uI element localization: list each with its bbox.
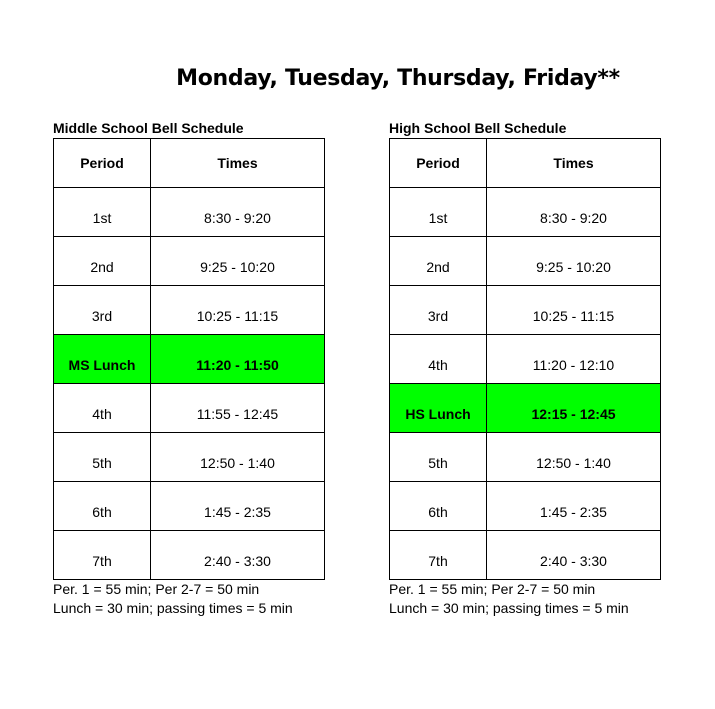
period-cell: 1st	[390, 188, 487, 237]
times-cell: 2:40 - 3:30	[151, 531, 325, 580]
note-line: Lunch = 30 min; passing times = 5 min	[53, 600, 293, 616]
period-row	[54, 188, 325, 237]
table-body	[390, 188, 661, 580]
schedule-title: Middle School Bell Schedule	[53, 120, 244, 136]
times-cell: 11:55 - 12:45	[151, 384, 325, 433]
period-column-header: Period	[390, 139, 487, 188]
times-cell: 12:50 - 1:40	[151, 433, 325, 482]
times-cell: 11:20 - 11:50	[151, 335, 325, 384]
high-school-schedule	[389, 118, 661, 618]
period-cell: 4th	[54, 384, 151, 433]
times-cell: 1:45 - 2:35	[487, 482, 661, 531]
period-row	[390, 433, 661, 482]
period-row	[54, 384, 325, 433]
period-row	[54, 286, 325, 335]
period-row	[54, 237, 325, 286]
period-column-header: Period	[54, 139, 151, 188]
times-cell: 12:50 - 1:40	[487, 433, 661, 482]
times-cell: 10:25 - 11:15	[487, 286, 661, 335]
period-cell: 4th	[390, 335, 487, 384]
note-line: Per. 1 = 55 min; Per 2-7 = 50 min	[53, 581, 260, 597]
page-title: Monday, Tuesday, Thursday, Friday**	[176, 66, 620, 91]
period-cell: 7th	[390, 531, 487, 580]
bell-schedule-table	[53, 138, 325, 580]
period-row	[390, 286, 661, 335]
schedule-notes	[53, 580, 325, 618]
period-cell: 3rd	[54, 286, 151, 335]
bell-schedule-table	[389, 138, 661, 580]
times-cell: 12:15 - 12:45	[487, 384, 661, 433]
times-cell: 10:25 - 11:15	[151, 286, 325, 335]
period-row	[390, 237, 661, 286]
period-cell: 3rd	[390, 286, 487, 335]
period-cell: 5th	[54, 433, 151, 482]
times-cell: 9:25 - 10:20	[151, 237, 325, 286]
times-column-header: Times	[487, 139, 661, 188]
times-cell: 9:25 - 10:20	[487, 237, 661, 286]
lunch-row	[390, 384, 661, 433]
schedule-notes	[389, 580, 661, 618]
times-cell: 8:30 - 9:20	[487, 188, 661, 237]
period-cell: 6th	[54, 482, 151, 531]
period-cell: 2nd	[54, 237, 151, 286]
period-row	[390, 482, 661, 531]
note-line: Per. 1 = 55 min; Per 2-7 = 50 min	[389, 581, 596, 597]
period-row	[390, 335, 661, 384]
middle-school-schedule	[53, 118, 325, 618]
table-header-row	[54, 139, 325, 188]
times-cell: 11:20 - 12:10	[487, 335, 661, 384]
times-cell: 1:45 - 2:35	[151, 482, 325, 531]
period-row	[54, 433, 325, 482]
lunch-row	[54, 335, 325, 384]
times-column-header: Times	[151, 139, 325, 188]
note-line: Lunch = 30 min; passing times = 5 min	[389, 600, 629, 616]
table-header-row	[390, 139, 661, 188]
period-cell: 5th	[390, 433, 487, 482]
times-cell: 2:40 - 3:30	[487, 531, 661, 580]
period-cell: 2nd	[390, 237, 487, 286]
table-body	[54, 188, 325, 580]
period-row	[390, 188, 661, 237]
times-cell: 8:30 - 9:20	[151, 188, 325, 237]
period-row	[390, 531, 661, 580]
period-row	[54, 531, 325, 580]
period-row	[54, 482, 325, 531]
period-cell: 7th	[54, 531, 151, 580]
period-cell: 1st	[54, 188, 151, 237]
period-cell: 6th	[390, 482, 487, 531]
schedule-title: High School Bell Schedule	[389, 120, 567, 136]
period-cell: MS Lunch	[54, 335, 151, 384]
period-cell: HS Lunch	[390, 384, 487, 433]
